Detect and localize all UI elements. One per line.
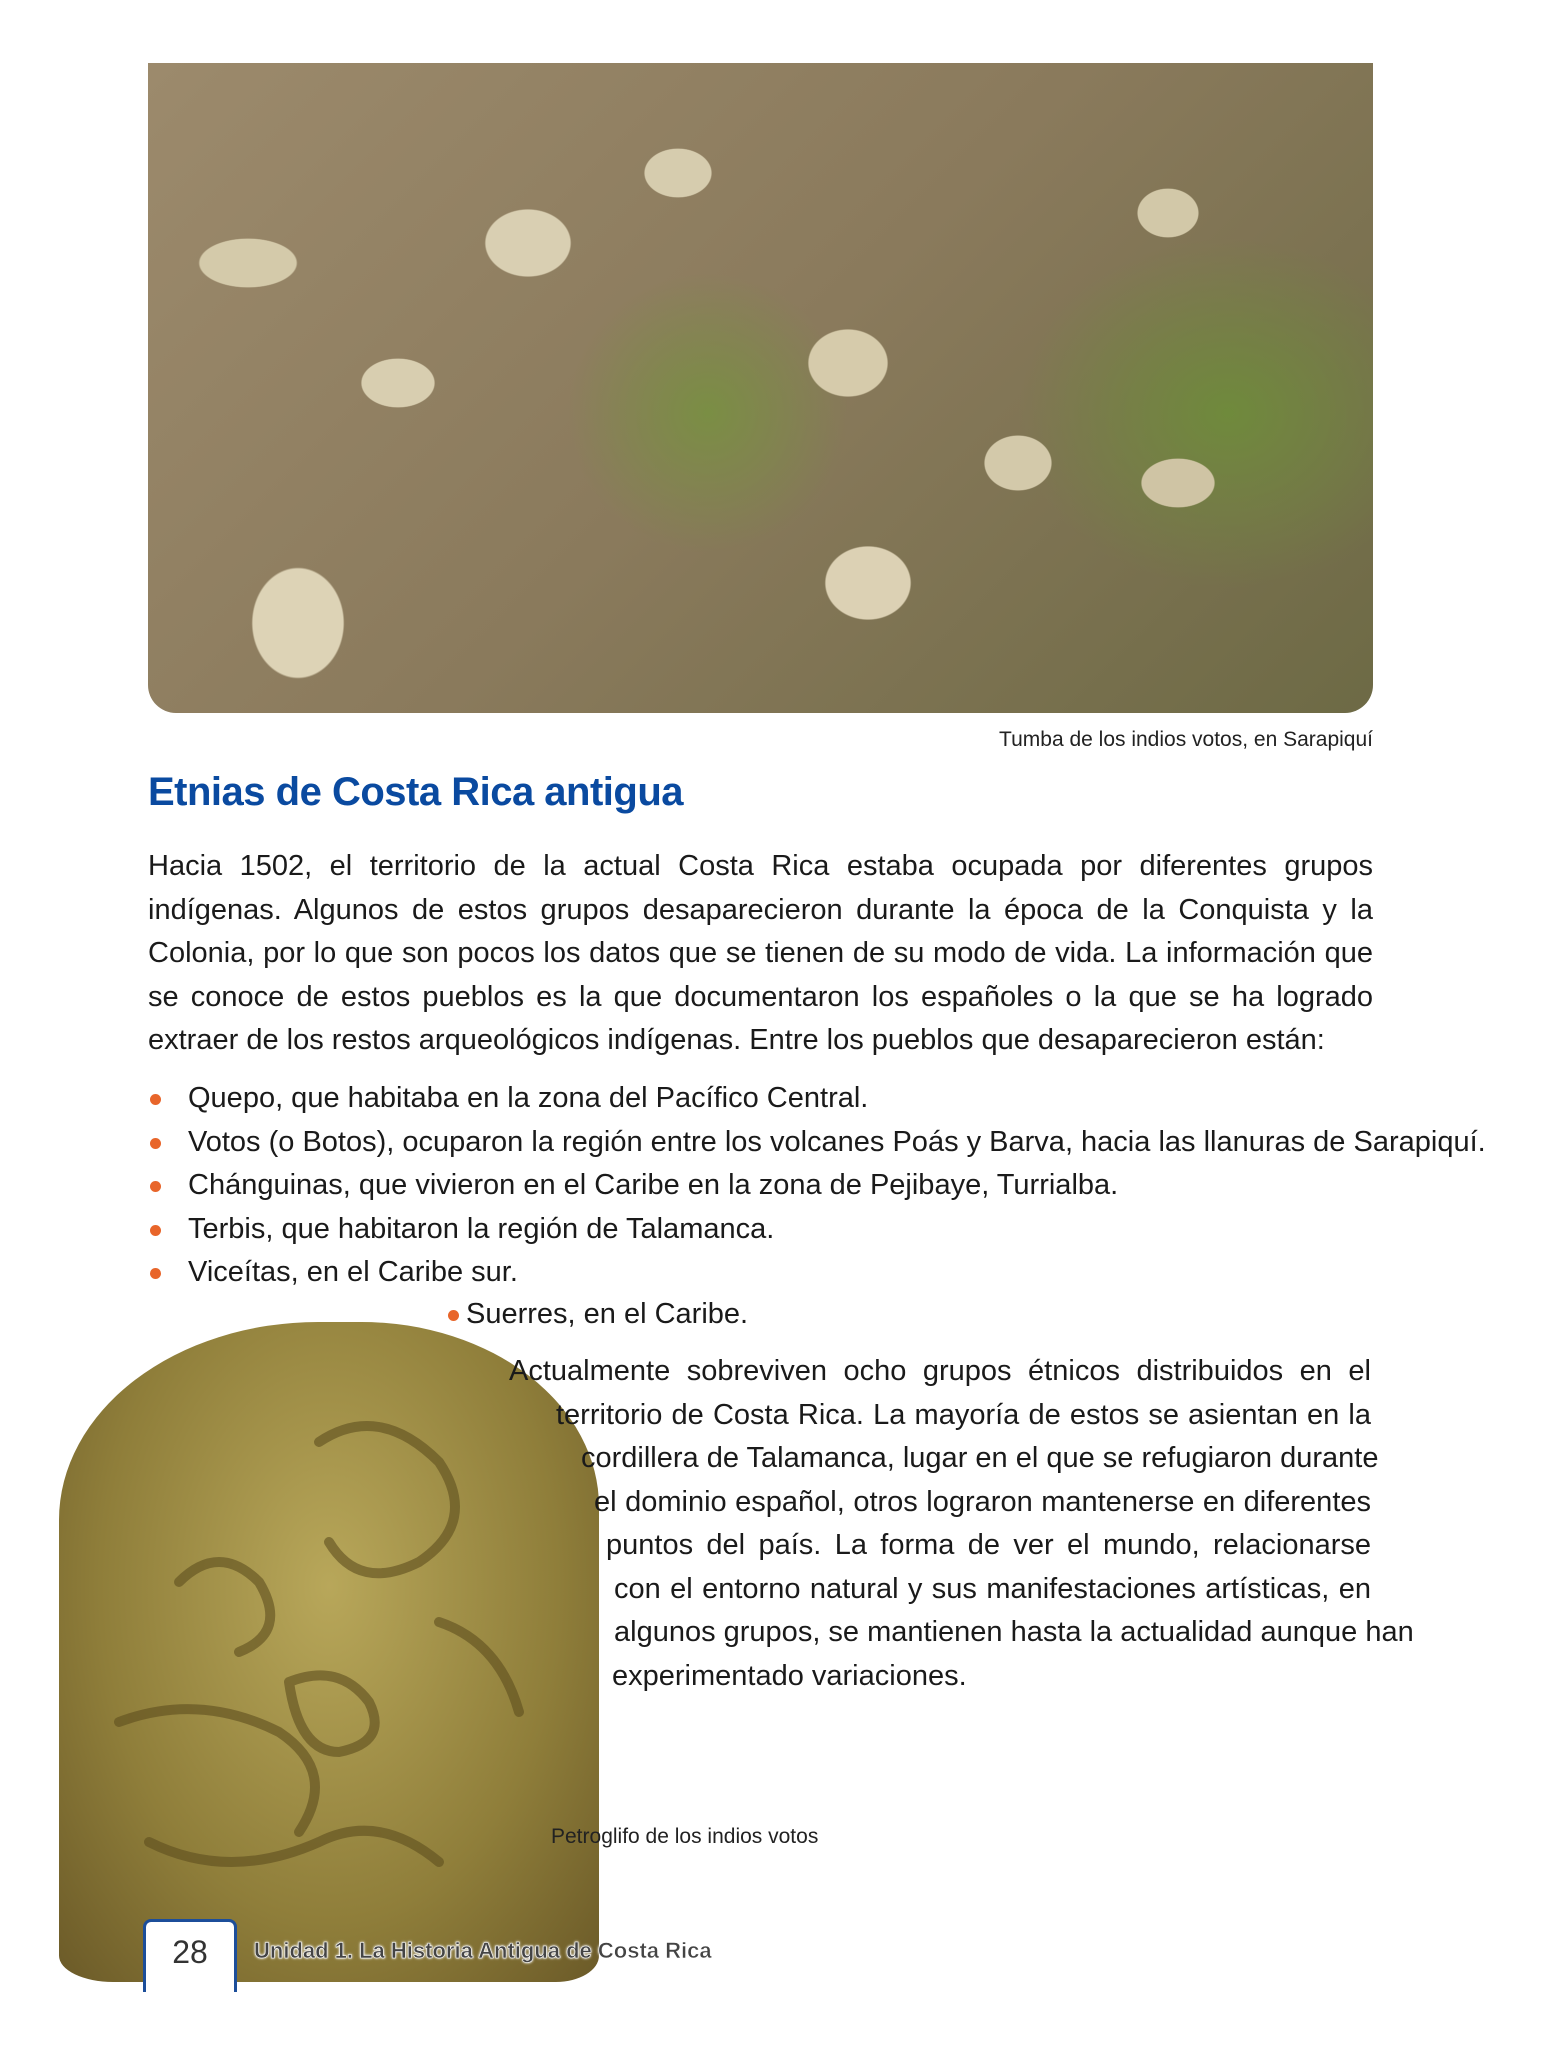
petroglyph-carving bbox=[59, 1322, 599, 1982]
list-item-text: Terbis, que habitaron la región de Talamanca. bbox=[188, 1212, 775, 1245]
petroglyph-caption: Petroglifo de los indios votos bbox=[551, 1825, 819, 1848]
bullet-icon bbox=[150, 1268, 161, 1279]
paragraph-line: territorio de Costa Rica. La mayoría de estos se asientan en la bbox=[556, 1398, 1371, 1431]
list-item bbox=[148, 1164, 1486, 1208]
bullet-icon bbox=[150, 1225, 161, 1236]
list-item bbox=[148, 1077, 1486, 1121]
paragraph-line: Actualmente sobreviven ocho grupos étnicos distribuidos en el bbox=[509, 1355, 1371, 1387]
bullet-icon bbox=[150, 1138, 161, 1149]
tomb-photo bbox=[148, 63, 1373, 713]
list-item bbox=[148, 1208, 1486, 1252]
extinct-peoples-list bbox=[148, 1077, 1486, 1295]
paragraph-line: algunos grupos, se mantienen hasta la actualidad aunque han bbox=[614, 1616, 1414, 1648]
paragraph-line: con el entorno natural y sus manifestaciones artísticas, en bbox=[614, 1572, 1371, 1605]
list-item-text: Suerres, en el Caribe. bbox=[466, 1298, 749, 1330]
list-item bbox=[448, 1293, 748, 1337]
tomb-photo-caption: Tumba de los indios votos, en Sarapiquí bbox=[999, 728, 1373, 751]
list-item-text: Quepo, que habitaba en la zona del Pacífico Central. bbox=[188, 1082, 869, 1114]
list-item-text: Chánguinas, que vivieron en el Caribe en la zona de Pejibaye, Turrialba. bbox=[188, 1169, 1119, 1201]
unit-title-footer: Unidad 1. La Historia Antigua de Costa Rica bbox=[254, 1938, 712, 1963]
paragraph-line: cordillera de Talamanca, lugar en el que se refugiaron durante bbox=[581, 1442, 1379, 1474]
intro-paragraph: Hacia 1502, el territorio de la actual Costa Rica estaba ocupada por diferentes grupos indígenas. Algunos de estos grupos desaparecieron durante la época de la Conquista y la Colonia, por lo que son pocos los datos que se tienen de su modo de vida. La información que se conoce de estos pueblos es la que documentaron los españoles o la que se ha logrado extraer de los restos arqueológicos indígenas. Entre los pueblos que desaparecieron están: bbox=[148, 850, 1373, 1056]
list-item-text: Viceítas, en el Caribe sur. bbox=[188, 1256, 518, 1288]
bullet-icon bbox=[448, 1310, 459, 1321]
paragraph-line: puntos del país. La forma de ver el mundo, relacionarse bbox=[606, 1529, 1371, 1561]
bullet-icon bbox=[150, 1181, 161, 1192]
bullet-icon bbox=[150, 1094, 161, 1105]
paragraph-line: experimentado variaciones. bbox=[612, 1659, 967, 1692]
list-item bbox=[148, 1121, 1486, 1165]
page-number: 28 bbox=[143, 1919, 237, 1992]
list-item bbox=[148, 1251, 1486, 1295]
petroglyph-photo bbox=[59, 1322, 599, 1982]
section-heading: Etnias de Costa Rica antigua bbox=[148, 770, 684, 814]
paragraph-line: el dominio español, otros lograron mantenerse en diferentes bbox=[594, 1485, 1371, 1518]
list-item-text: Votos (o Botos), ocuparon la región entre los volcanes Poás y Barva, hacia las llanuras de Sarapiquí. bbox=[188, 1125, 1486, 1158]
